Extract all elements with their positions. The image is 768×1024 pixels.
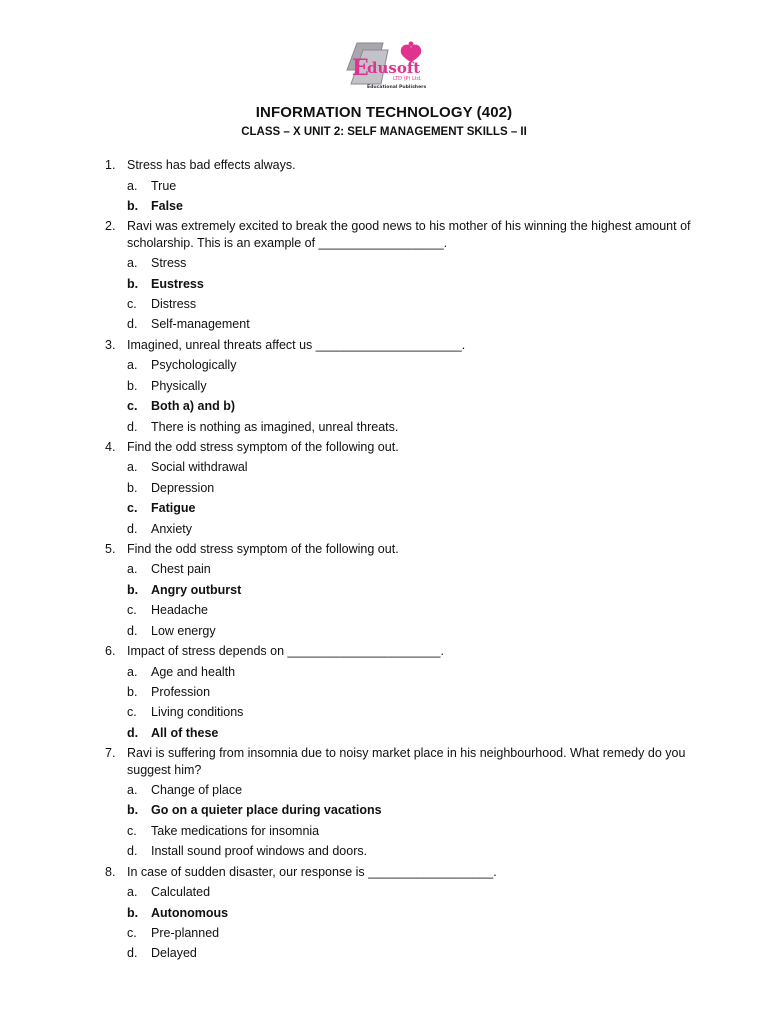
- question-item: [0, 157, 768, 218]
- option-letter: b.: [127, 582, 139, 597]
- option-letter: b.: [127, 905, 139, 920]
- question-number: 8.: [105, 864, 116, 879]
- question-item: [0, 864, 768, 966]
- option-letter: d.: [127, 725, 139, 740]
- option-text: Install sound proof windows and doors.: [151, 844, 368, 859]
- answer-option: [127, 664, 708, 684]
- answer-option: [127, 378, 708, 398]
- option-text: Profession: [151, 684, 211, 699]
- option-text: Take medications for insomnia: [151, 823, 320, 838]
- option-letter: d.: [127, 946, 138, 961]
- option-text: Distress: [151, 297, 197, 312]
- answer-option-correct: [127, 500, 708, 520]
- option-text: Go on a quieter place during vacations: [151, 803, 382, 818]
- question-number: 2.: [105, 219, 116, 234]
- question-number: 3.: [105, 337, 116, 352]
- option-letter: c.: [127, 925, 137, 940]
- option-letter: c.: [127, 399, 138, 414]
- question-text: Ravi was extremely excited to break the good news to his mother of his winning the highest amount of scholarship. This is an example of __________________.: [127, 219, 691, 250]
- answer-option: [127, 623, 708, 643]
- option-letter: a.: [127, 256, 138, 271]
- option-text: Headache: [151, 603, 208, 618]
- logo-tagline: Educational Publishers: [367, 85, 427, 90]
- option-letter: a.: [127, 664, 138, 679]
- question-number: 1.: [105, 158, 116, 172]
- option-letter: d.: [127, 623, 138, 638]
- option-text: Calculated: [151, 885, 211, 900]
- answer-option-correct: [127, 276, 708, 296]
- option-text: Self-management: [151, 317, 250, 332]
- option-text: Chest pain: [151, 562, 211, 577]
- option-text: Eustress: [151, 276, 204, 291]
- option-letter: b.: [127, 803, 139, 818]
- answer-option: [127, 561, 708, 581]
- document-subtitle: CLASS – X UNIT 2: SELF MANAGEMENT SKILLS – II: [241, 126, 527, 138]
- question-text: In case of sudden disaster, our response is __________________.: [127, 864, 497, 879]
- question-text: Ravi is suffering from insomnia due to noisy market place in his neighbourhood. What remedy do you suggest him?: [127, 746, 686, 777]
- option-letter: d.: [127, 521, 138, 536]
- answer-option-correct: [127, 582, 708, 602]
- option-text: Change of place: [151, 783, 243, 798]
- answer-option-correct: [127, 198, 708, 218]
- option-text: Delayed: [151, 946, 197, 961]
- question-number: 5.: [105, 541, 116, 556]
- option-letter: b.: [127, 684, 138, 699]
- option-text: There is nothing as imagined, unreal threats.: [151, 419, 399, 434]
- answer-option-correct: [127, 905, 708, 925]
- question-text: Impact of stress depends on ______________________.: [127, 644, 444, 659]
- question-number: 7.: [105, 746, 116, 761]
- option-letter: a.: [127, 358, 138, 373]
- option-text: Fatigue: [151, 501, 196, 516]
- answer-option: [127, 884, 708, 904]
- publisher-logo: [343, 40, 433, 92]
- question-text: Find the odd stress symptom of the following out.: [127, 439, 399, 454]
- answer-option: [127, 255, 708, 275]
- option-text: All of these: [151, 725, 219, 740]
- answer-option-correct: [127, 398, 708, 418]
- answer-option: [127, 843, 708, 863]
- question-list: [0, 157, 768, 966]
- option-text: Physically: [151, 378, 207, 393]
- option-text: Pre-planned: [151, 925, 220, 940]
- question-number: 6.: [105, 644, 116, 659]
- answer-option: [127, 459, 708, 479]
- option-letter: c.: [127, 501, 138, 516]
- logo-brand-text: dusoft: [367, 59, 421, 77]
- option-letter: b.: [127, 198, 139, 213]
- question-item: [0, 643, 768, 745]
- option-letter: a.: [127, 885, 138, 900]
- option-text: Social withdrawal: [151, 460, 248, 475]
- option-text: Autonomous: [151, 905, 229, 920]
- answer-option: [127, 521, 708, 541]
- option-letter: c.: [127, 297, 137, 312]
- document-title: INFORMATION TECHNOLOGY (402): [255, 104, 513, 121]
- answer-option: [127, 178, 708, 198]
- option-text: Angry outburst: [151, 582, 242, 597]
- option-letter: c.: [127, 705, 137, 720]
- question-text: Stress has bad effects always.: [127, 158, 296, 172]
- option-text: Both a) and b): [151, 399, 236, 414]
- answer-option: [127, 296, 708, 316]
- answer-option: [127, 419, 708, 439]
- option-text: Low energy: [151, 623, 216, 638]
- option-letter: c.: [127, 603, 137, 618]
- answer-option-correct: [127, 802, 708, 822]
- question-item: [0, 541, 768, 643]
- option-letter: a.: [127, 783, 138, 798]
- answer-option: [127, 684, 708, 704]
- question-text: Find the odd stress symptom of the following out.: [127, 541, 399, 556]
- answer-option: [127, 480, 708, 500]
- option-text: Age and health: [151, 664, 236, 679]
- question-item: [0, 745, 768, 864]
- answer-option-correct: [127, 725, 708, 745]
- option-letter: b.: [127, 480, 138, 495]
- question-item: [0, 218, 768, 337]
- question-item: [0, 439, 768, 541]
- answer-option: [127, 925, 708, 945]
- answer-option: [127, 945, 708, 965]
- answer-option: [127, 357, 708, 377]
- option-text: Living conditions: [151, 705, 244, 720]
- answer-option: [127, 316, 708, 336]
- option-letter: a.: [127, 562, 138, 577]
- logo-brand-letter: E: [352, 55, 369, 81]
- option-text: Psychologically: [151, 358, 237, 373]
- option-letter: b.: [127, 378, 138, 393]
- answer-option: [127, 704, 708, 724]
- option-letter: d.: [127, 419, 138, 434]
- option-letter: b.: [127, 276, 139, 291]
- option-text: Stress: [151, 256, 187, 271]
- question-text: Imagined, unreal threats affect us _____________________.: [127, 337, 466, 352]
- option-letter: c.: [127, 823, 137, 838]
- option-text: Depression: [151, 480, 215, 495]
- answer-option: [127, 782, 708, 802]
- logo-suffix: LTD (P) Ltd.: [393, 76, 422, 82]
- option-text: Anxiety: [151, 521, 192, 536]
- option-text: True: [151, 178, 177, 193]
- option-letter: d.: [127, 317, 138, 332]
- question-number: 4.: [105, 439, 116, 454]
- option-text: False: [151, 198, 183, 213]
- answer-option: [127, 602, 708, 622]
- answer-option: [127, 823, 708, 843]
- option-letter: a.: [127, 460, 138, 475]
- option-letter: a.: [127, 178, 138, 193]
- question-item: [0, 337, 768, 439]
- option-letter: d.: [127, 844, 138, 859]
